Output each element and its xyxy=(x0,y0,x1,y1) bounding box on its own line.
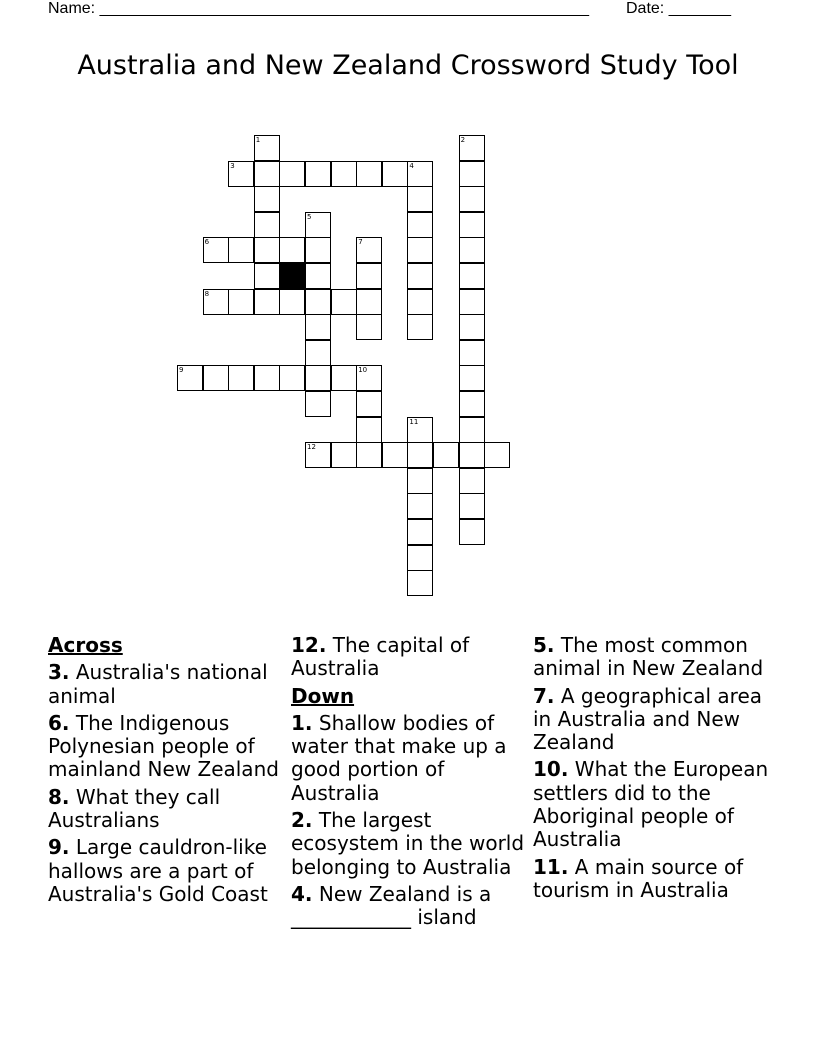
grid-cell[interactable] xyxy=(459,186,485,212)
grid-cell[interactable] xyxy=(407,417,433,443)
grid-cell[interactable] xyxy=(407,263,433,289)
grid-cell[interactable] xyxy=(356,161,382,187)
cell-number: 5 xyxy=(307,212,312,221)
cell-number: 1 xyxy=(255,136,261,144)
grid-cell[interactable] xyxy=(407,186,433,212)
grid-cell[interactable] xyxy=(356,263,382,289)
grid-cell[interactable] xyxy=(279,161,305,187)
grid-cell[interactable] xyxy=(459,212,485,238)
grid-cell[interactable] xyxy=(305,442,331,468)
grid-cell[interactable] xyxy=(356,442,382,468)
grid-cell[interactable] xyxy=(433,442,459,468)
cell-number: 2 xyxy=(460,136,466,144)
grid-cell[interactable] xyxy=(305,391,331,417)
grid-cell[interactable] xyxy=(356,391,382,417)
grid-cell[interactable] xyxy=(407,314,433,340)
clue-number: 6. xyxy=(48,710,70,735)
clue-text: The Indigenous Polynesian people of mainland New Zealand xyxy=(48,710,279,782)
clue-text: A geographical area in Australia and New Zealand xyxy=(533,683,763,755)
clue-number: 12. xyxy=(291,633,327,657)
clue-across-6 xyxy=(48,712,286,782)
grid-cell[interactable] xyxy=(228,237,254,263)
worksheet-title: Australia and New Zealand Crossword Study Tool xyxy=(77,50,739,81)
grid-cell[interactable] xyxy=(356,237,382,263)
grid-cell[interactable] xyxy=(203,237,229,263)
clue-number: 2. xyxy=(291,808,313,833)
clue-text: What they call Australians xyxy=(48,784,221,833)
clue-down-1 xyxy=(291,712,529,805)
cell-number: 11 xyxy=(409,417,419,426)
grid-cell[interactable] xyxy=(254,135,280,161)
clue-text: The largest ecosystem in the world belonging to Australia xyxy=(291,808,525,879)
grid-cell[interactable] xyxy=(254,263,280,289)
grid-cell[interactable] xyxy=(459,135,485,161)
grid-cell[interactable] xyxy=(305,365,331,391)
grid-cell[interactable] xyxy=(459,365,485,391)
grid-cell[interactable] xyxy=(356,289,382,315)
clue-number: 7. xyxy=(533,683,555,708)
clue-across-3 xyxy=(48,661,286,708)
clue-down-2 xyxy=(291,809,529,879)
grid-cell[interactable] xyxy=(407,237,433,263)
grid-cell[interactable] xyxy=(407,161,433,187)
clue-across-8 xyxy=(48,786,286,833)
cell-number: 12 xyxy=(307,443,316,452)
grid-cell[interactable] xyxy=(177,365,203,391)
clue-column-1 xyxy=(48,630,286,906)
grid-cell[interactable] xyxy=(203,289,229,315)
grid-cell[interactable] xyxy=(356,417,382,443)
clue-text: Large cauldron-like hallows are a part of Australia's Gold Coast xyxy=(48,835,268,906)
grid-cell[interactable] xyxy=(407,468,433,494)
grid-cell[interactable] xyxy=(331,442,357,468)
grid-cell[interactable] xyxy=(459,263,485,289)
clue-number: 1. xyxy=(291,710,313,735)
grid-cell[interactable] xyxy=(407,570,433,596)
grid-cell[interactable] xyxy=(305,237,331,263)
grid-cell[interactable] xyxy=(459,468,485,494)
grid-cell[interactable] xyxy=(459,340,485,366)
grid-cell[interactable] xyxy=(279,237,305,263)
across-heading: Across xyxy=(48,633,123,657)
clue-text: The most common animal in New Zealand xyxy=(533,633,764,681)
grid-cell[interactable] xyxy=(459,391,485,417)
grid-cell[interactable] xyxy=(382,161,408,187)
grid-cell[interactable] xyxy=(228,365,254,391)
date-field-line: Date: _______ xyxy=(626,0,731,17)
cell-number: 8 xyxy=(204,289,210,298)
down-heading: Down xyxy=(291,683,355,708)
grid-cell[interactable] xyxy=(279,289,305,315)
clue-text: A main source of tourism in Australia xyxy=(533,854,744,902)
clue-text: The capital of Australia xyxy=(291,633,470,681)
grid-cell[interactable] xyxy=(407,212,433,238)
clue-text: New Zealand is a ____________ island xyxy=(291,881,492,930)
grid-cell[interactable] xyxy=(459,314,485,340)
clue-down-7 xyxy=(533,685,771,755)
grid-cell[interactable] xyxy=(305,340,331,366)
grid-cell[interactable] xyxy=(254,212,280,238)
grid-cell[interactable] xyxy=(459,442,485,468)
clue-across-12 xyxy=(291,634,529,681)
grid-cell[interactable] xyxy=(305,289,331,315)
grid-cell[interactable] xyxy=(407,289,433,315)
grid-cell[interactable] xyxy=(356,365,382,391)
grid-cell[interactable] xyxy=(228,161,254,187)
grid-cell[interactable] xyxy=(459,493,485,519)
grid-cell[interactable] xyxy=(484,442,510,468)
cell-number: 3 xyxy=(230,161,235,170)
grid-cell[interactable] xyxy=(407,493,433,519)
clue-number: 4. xyxy=(291,881,313,906)
grid-cell[interactable] xyxy=(305,161,331,187)
grid-cell[interactable] xyxy=(254,186,280,212)
grid-cell[interactable] xyxy=(254,237,280,263)
clue-text: Australia's national animal xyxy=(48,660,268,708)
cell-number: 9 xyxy=(179,366,184,375)
grid-cell[interactable] xyxy=(459,237,485,263)
grid-cell[interactable] xyxy=(254,289,280,315)
grid-cell-blocked xyxy=(279,263,305,289)
clue-text: What the European settlers did to the Aboriginal people of Australia xyxy=(533,757,769,852)
grid-cell[interactable] xyxy=(331,161,357,187)
grid-cell[interactable] xyxy=(305,314,331,340)
clue-across-9 xyxy=(48,836,286,906)
clue-down-4 xyxy=(291,883,529,930)
grid-cell[interactable] xyxy=(305,212,331,238)
grid-cell[interactable] xyxy=(459,161,485,187)
clue-number: 10. xyxy=(533,757,569,782)
cell-number: 4 xyxy=(409,161,414,170)
grid-cell[interactable] xyxy=(228,289,254,315)
clue-number: 5. xyxy=(533,633,555,657)
name-field-line: Name: _______________________________________________________ xyxy=(48,0,589,17)
clue-number: 3. xyxy=(48,660,70,685)
grid-cell[interactable] xyxy=(356,314,382,340)
clue-number: 9. xyxy=(48,835,70,860)
clue-number: 8. xyxy=(48,784,70,809)
cell-number: 6 xyxy=(204,238,210,247)
grid-cell[interactable] xyxy=(407,545,433,571)
clue-column-2 xyxy=(291,630,529,930)
cell-number: 7 xyxy=(358,238,363,247)
clue-down-11 xyxy=(533,856,771,903)
grid-cell[interactable] xyxy=(279,365,305,391)
grid-cell[interactable] xyxy=(305,263,331,289)
clue-number: 11. xyxy=(533,854,569,879)
clue-down-10 xyxy=(533,758,771,851)
grid-cell[interactable] xyxy=(331,365,357,391)
grid-cell[interactable] xyxy=(407,442,433,468)
grid-cell[interactable] xyxy=(459,289,485,315)
cell-number: 10 xyxy=(358,366,368,375)
grid-cell[interactable] xyxy=(459,519,485,545)
grid-cell[interactable] xyxy=(407,519,433,545)
clue-down-5 xyxy=(533,634,771,681)
grid-cell[interactable] xyxy=(254,161,280,187)
grid-cell[interactable] xyxy=(331,289,357,315)
grid-cell[interactable] xyxy=(382,442,408,468)
grid-cell[interactable] xyxy=(203,365,229,391)
grid-cell[interactable] xyxy=(459,417,485,443)
grid-cell[interactable] xyxy=(254,365,280,391)
clue-text: Shallow bodies of water that make up a good portion of Australia xyxy=(291,710,507,805)
clue-column-3 xyxy=(533,630,771,902)
